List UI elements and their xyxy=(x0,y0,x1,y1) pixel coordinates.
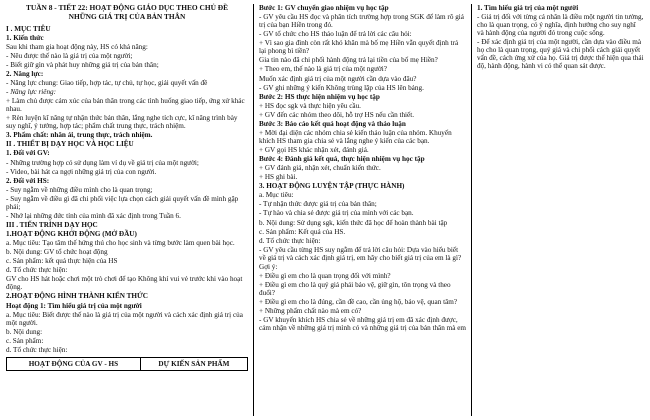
practice-hint-2: + Điều gì em cho là quý giá phải bảo vệ, giữ gìn, tôn trọng và theo đuổi? xyxy=(259,280,451,297)
materials-student-2: - Suy ngẫm về điều gì đã chi phối việc lựa chọn cách giải quyết vấn đề mình gặp phải; xyxy=(6,194,239,211)
section-materials-heading: II . THIẾT BỊ DẠY HỌC VÀ HỌC LIỆU xyxy=(6,140,134,149)
activity1-goal: a. Mục tiêu: Biết được thế nào là giá trị của một người và cách xác định giá trị của một người. xyxy=(6,310,243,327)
competence-general: - Năng lực chung: Giao tiếp, hợp tác, tự chủ, tự học, giải quyết vấn đề xyxy=(6,78,208,87)
subsection-knowledge-heading: 1. Kiến thức xyxy=(6,33,44,42)
knowledge-intro: Sau khi tham gia hoạt động này, HS có khả năng: xyxy=(6,42,148,51)
warmup-product: c. Sản phẩm: kết quả thực hiện của HS xyxy=(6,257,118,266)
step1-item-7: - GV ghi những ý kiến Không trùng lặp của HS lên bảng. xyxy=(259,83,424,92)
step1-item-5: + Theo em, thế nào là giá trị của một người? xyxy=(259,65,387,74)
column-left xyxy=(6,4,254,416)
subsection-quality: 3. Phẩm chất: nhân ái, trung thực, trách nhiệm. xyxy=(6,131,153,140)
activity1-heading: Hoạt động 1: Tìm hiểu giá trị của một người xyxy=(6,301,142,310)
step3-heading: Bước 3: Báo cáo kết quả hoạt động và thảo luận xyxy=(259,119,406,128)
knowledge-item-1: - Nêu được thế nào là giá trị của một người; xyxy=(6,51,133,60)
step4-item-1: + GV đánh giá, nhận xét, chuẩn kiến thức. xyxy=(259,164,381,173)
practice-product: c. Sản phẩm: Kết quả của HS. xyxy=(259,227,346,236)
practice-share: - GV khuyến khích HS chia sẻ về những giá trị em đã xác định được, cảm nhận về những giá trị mình có và những giá trị của bản thân mà em xyxy=(259,316,466,333)
activity-knowledge-heading: 2.HOẠT ĐỘNG HÌNH THÀNH KIẾN THỨC xyxy=(6,292,148,301)
competence-specific-1: + Làm chủ được cảm xúc của bản thân trong các tình huống giao tiếp, ứng xử khác nhau. xyxy=(6,97,245,114)
warmup-organization: d. Tổ chức thực hiện: xyxy=(6,266,68,275)
materials-student-3: - Nhớ lại những đức tính của mình đã xác định trong Tuần 6. xyxy=(6,211,181,220)
activity-table xyxy=(6,357,248,371)
materials-student-1: - Suy ngẫm về những điều mình cho là quan trọng; xyxy=(6,185,153,194)
activity1-organization: d. Tổ chức thực hiện: xyxy=(6,345,68,354)
product-heading: 1. Tìm hiểu giá trị của một người xyxy=(477,4,579,12)
column-right xyxy=(472,4,644,416)
step1-heading: Bước 1: GV chuyển giao nhiệm vụ học tập xyxy=(259,4,389,12)
materials-teacher-heading: 1. Đối với GV: xyxy=(6,149,50,158)
table-row xyxy=(7,357,248,370)
lesson-title-line2: NHỮNG GIÁ TRỊ CỦA BẢN THÂN xyxy=(68,12,186,22)
subsection-competence-heading: 2. Năng lực: xyxy=(6,69,44,78)
materials-teacher-2: - Video, bài hát ca ngợi những giá trị của con người. xyxy=(6,167,157,176)
step2-item-1: + HS đọc sgk và thực hiện yêu cầu. xyxy=(259,101,361,110)
step1-item-1: - GV yêu cầu HS đọc và phân tích trường hợp trong SGK để làm rõ giá trị của bạn Hiền trong đó. xyxy=(259,13,464,30)
lesson-title-line1: TUẦN 8 - TIẾT 22: HOẠT ĐỘNG GIÁO DỤC THEO CHỦ ĐỀ xyxy=(25,3,229,12)
product-paragraph-1: - Giá trị đối với từng cá nhân là điều một người tin tưởng, cho là quan trọng, có ý nghĩa, định hướng cho suy nghĩ và hành động của người đó trong cuộc sống. xyxy=(477,13,644,38)
step1-item-3: + Vì sao gia đình còn rất khó khăn mà bố mẹ Hiền vẫn quyết định trả lại phong bì tiền? xyxy=(259,39,459,56)
activity1-product: c. Sản phẩm: xyxy=(6,336,44,345)
step1-item-4: Gia tin nào đã chi phối hành động trả lại tiền của bố mẹ Hiền? xyxy=(259,56,438,65)
competence-specific-label: - Năng lực riêng: xyxy=(6,88,57,96)
section-objectives-heading: I . MỤC TIÊU xyxy=(6,24,51,33)
step3-item-2: + GV gọi HS khác nhận xét, đánh giá. xyxy=(259,146,369,154)
step4-item-2: + HS ghi bài. xyxy=(259,173,298,182)
step4-heading: Bước 4: Đánh giá kết quả, thực hiện nhiệm vụ học tập xyxy=(259,155,425,164)
practice-goal-label: a. Mục tiêu: xyxy=(259,191,294,200)
section-process-heading: III . TIẾN TRÌNH DẠY HỌC xyxy=(6,220,98,229)
step1-item-6: Muốn xác định giá trị của một người cần dựa vào đâu? xyxy=(259,74,417,83)
warmup-detail: GV cho HS hát hoặc chơi một trò chơi để tạo Không khí vui vẻ trước khi vào hoạt động. xyxy=(6,275,243,292)
practice-goal-2: - Tự hào và chia sẻ được giá trị của mình với các bạn. xyxy=(259,209,414,218)
practice-hint-label: Gợi ý: xyxy=(259,262,278,271)
activity1-content: b. Nội dung: xyxy=(6,327,43,336)
competence-specific-2: + Rèn luyện kĩ năng tự nhận thức bản thân, lắng nghe tích cực, kĩ năng trình bày suy nghĩ, ý tưởng, hợp tác; phẩm chất trung thực, trách nhiệm. xyxy=(6,114,238,131)
section-practice-heading: 3. HOẠT ĐỘNG LUYỆN TẬP (THỰC HÀNH) xyxy=(259,182,405,191)
practice-hint-3: + Điều gì em cho là đúng, cần đề cao, cần ủng hộ, bảo vệ, quan tâm? xyxy=(259,298,458,307)
warmup-goal: a. Mục tiêu: Tạo tâm thế hứng thú cho học sinh và từng bước làm quen bài học. xyxy=(6,239,235,248)
materials-teacher-1: - Những trường hợp có sử dụng làm ví dụ về giá trị của một người; xyxy=(6,158,199,167)
practice-goal-1: - Tự nhận thức được giá trị của bản thân; xyxy=(259,200,377,209)
activity-warmup-heading: 1.HOẠT ĐỘNG KHỞI ĐỘNG (MỞ ĐẦU) xyxy=(6,230,137,238)
practice-organization: d. Tổ chức thực hiện: xyxy=(259,236,321,245)
table-header-expected-product: DỰ KIẾN SẢN PHẨM xyxy=(140,357,247,370)
table-header-teacher-student: HOẠT ĐỘNG CỦA GV - HS xyxy=(7,357,141,370)
practice-task: - GV yêu cầu từng HS suy ngẫm để trả lời câu hỏi: Dựa vào hiểu biết về giá trị và cách xác định giá trị, em hãy cho biết giá trị của em là gì? xyxy=(259,245,462,262)
knowledge-item-2: - Biết giữ gìn và phát huy những giá trị của bản thân; xyxy=(6,60,159,69)
product-paragraph-2: - Để xác định giá trị của một người, cần dựa vào điều mà họ cho là quan trọng, quý giá và chi phối cách giải quyết vấn đề, cách ứng xử của họ. Giá trị được thể hiện qua thái độ, hành động, hành vi có thể quan sát được. xyxy=(477,38,644,71)
materials-student-heading: 2. Đối với HS: xyxy=(6,176,50,185)
step1-item-2: - GV tổ chức cho HS thảo luận để trả lời các câu hỏi: xyxy=(259,30,412,39)
step3-item-1: + Mời đại diện các nhóm chia sẻ kiến thảo luận của nhóm. Khuyến khích HS tham gia chia sẻ và lắng nghe ý kiến của các bạn. xyxy=(259,128,452,145)
three-column-layout xyxy=(6,4,644,416)
step2-item-2: + GV đến các nhóm theo dõi, hỗ trợ HS nếu cần thiết. xyxy=(259,110,415,119)
column-middle xyxy=(254,4,472,416)
practice-content: b. Nội dung: Sử dụng sgk, kiến thức đã học để hoàn thành bài tập xyxy=(259,218,448,227)
warmup-content: b. Nội dung: GV tổ chức hoạt động xyxy=(6,248,108,257)
step2-heading: Bước 2: HS thực hiện nhiệm vụ học tập xyxy=(259,92,380,101)
practice-hint-1: + Điều gì em cho là quan trọng đối với mình? xyxy=(259,271,391,280)
practice-hint-4: + Những phẩm chất nào mà em có? xyxy=(259,307,362,316)
